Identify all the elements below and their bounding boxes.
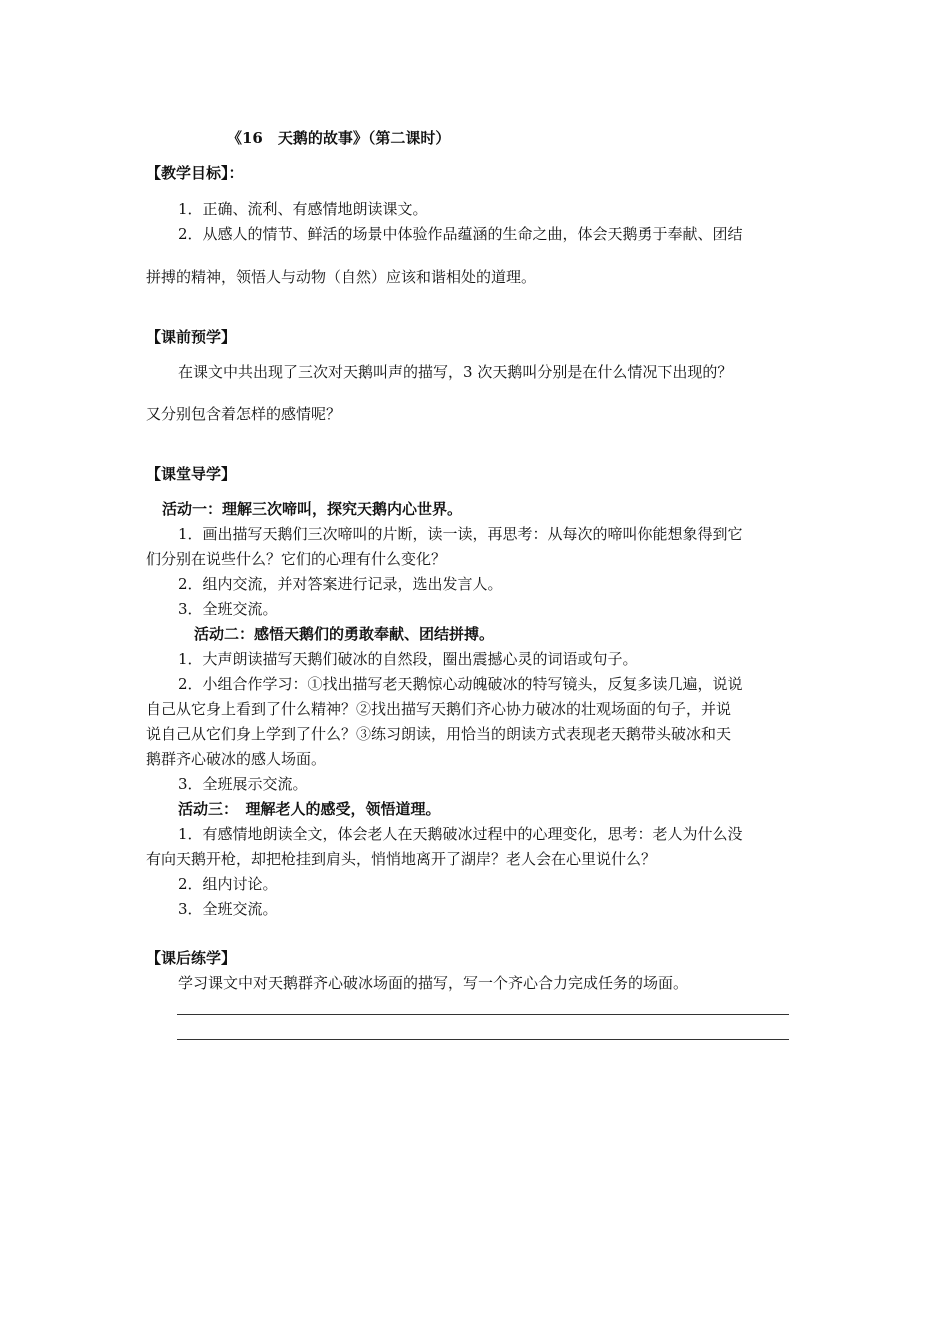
- page-title: 《16 天鹅的故事》（第二课时）: [227, 129, 451, 147]
- activity-1-title: 活动一：理解三次啼叫，探究天鹅内心世界。: [162, 500, 463, 518]
- activity-3-item-3: 3．全班交流。: [178, 900, 278, 918]
- activity-3-title: 活动三： 理解老人的感受，领悟道理。: [178, 800, 441, 818]
- activity-1-item-1-line-1: 1．画出描写天鹅们三次啼叫的片断，读一读，再思考：从每次的啼叫你能想象得到它: [178, 525, 743, 543]
- activity-2-item-2-line-2: 自己从它身上看到了什么精神？②找出描写天鹅们齐心协力破冰的壮观场面的句子，并说: [146, 700, 732, 718]
- activity-3-item-2: 2．组内讨论。: [178, 875, 278, 893]
- practice-heading: 【课后练学】: [146, 949, 237, 967]
- practice-line-1: 学习课文中对天鹅群齐心破冰场面的描写，写一个齐心合力完成任务的场面。: [178, 974, 689, 992]
- activity-2-item-2-line-4: 鹅群齐心破冰的感人场面。: [146, 750, 327, 768]
- activity-1-item-3: 3．全班交流。: [178, 600, 278, 618]
- activity-1-item-2: 2．组内交流，并对答案进行记录，选出发言人。: [178, 575, 503, 593]
- activity-3-item-1-line-1: 1．有感情地朗读全文，体会老人在天鹅破冰过程中的心理变化，思考：老人为什么没: [178, 825, 743, 843]
- classroom-heading: 【课堂导学】: [146, 465, 237, 483]
- activity-2-title: 活动二：感悟天鹅们的勇敢奉献、团结拼搏。: [194, 625, 495, 643]
- goals-heading: 【教学目标】：: [146, 164, 244, 182]
- preview-line-2: 又分别包含着怎样的感情呢？: [146, 405, 342, 423]
- answer-line-2: [177, 1039, 789, 1040]
- preview-line-1: 在课文中共出现了三次对天鹅叫声的描写，3 次天鹅叫分别是在什么情况下出现的？: [178, 363, 733, 381]
- preview-heading: 【课前预学】: [146, 328, 237, 346]
- goals-item-1: 1．正确、流利、有感情地朗读课文。: [178, 200, 428, 218]
- activity-2-item-1: 1．大声朗读描写天鹅们破冰的自然段，圈出震撼心灵的词语或句子。: [178, 650, 638, 668]
- activity-2-item-2-line-3: 说自己从它们身上学到了什么？③练习朗读，用恰当的朗读方式表现老天鹅带头破冰和天: [146, 725, 732, 743]
- activity-2-item-2-line-1: 2．小组合作学习：①找出描写老天鹅惊心动魄破冰的特写镜头，反复多读几遍，说说: [178, 675, 743, 693]
- goals-item-2-line-2: 拼搏的精神，领悟人与动物（自然）应该和谐相处的道理。: [146, 268, 537, 286]
- activity-3-item-1-line-2: 有向天鹅开枪，却把枪挂到肩头，悄悄地离开了湖岸？老人会在心里说什么？: [146, 850, 657, 868]
- activity-1-item-1-line-2: 们分别在说些什么？它们的心理有什么变化？: [146, 550, 447, 568]
- activity-2-item-3: 3．全班展示交流。: [178, 775, 308, 793]
- answer-line-1: [177, 1014, 789, 1015]
- goals-item-2-line-1: 2．从感人的情节、鲜活的场景中体验作品蕴涵的生命之曲，体会天鹅勇于奉献、团结: [178, 225, 743, 243]
